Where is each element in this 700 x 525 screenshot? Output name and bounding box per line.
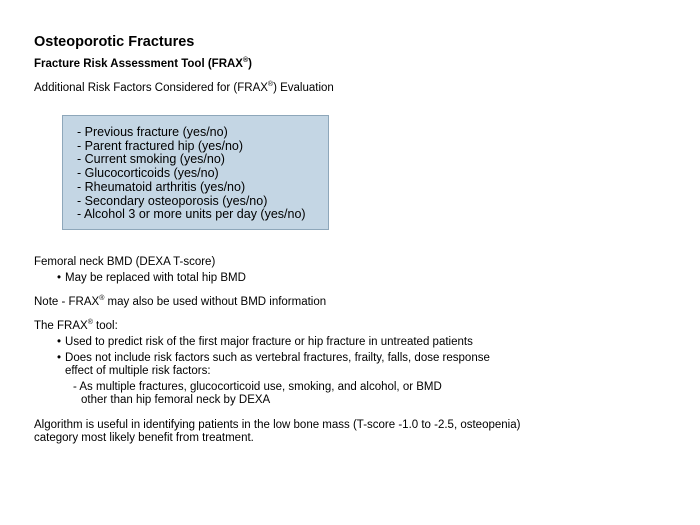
algorithm-text: Algorithm is useful in identifying patients in the low bone mass (T-score -1.0 to -2.5, osteopenia) (34, 419, 521, 431)
risk-factor-item: - Alcohol 3 or more units per day (yes/no) (77, 207, 306, 222)
tool-subitem: - As multiple fractures, glucocorticoid use, smoking, and alcohol, or BMD (73, 381, 442, 393)
risk-factor-item: - Current smoking (yes/no) (77, 152, 225, 167)
slide-title: Osteoporotic Fractures (34, 34, 195, 50)
tool-heading (34, 320, 118, 333)
tool-post: tool: (92, 320, 118, 332)
note-pre: Note - FRAX (34, 296, 100, 308)
registered-mark: ® (87, 319, 93, 326)
algorithm-text-cont: category most likely benefit from treatment. (34, 432, 254, 444)
tool-bullet-exclusions-cont: effect of multiple risk factors: (65, 365, 211, 377)
registered-mark: ® (99, 295, 105, 302)
risk-factor-item: - Glucocorticoids (yes/no) (77, 166, 219, 181)
note-post: may also be used without BMD information (104, 296, 327, 308)
femoral-bullet: • May be replaced with total hip BMD (57, 272, 246, 285)
tool-subitem-cont: other than hip femoral neck by DEXA (81, 394, 271, 406)
risk-factor-item: - Rheumatoid arthritis (yes/no) (77, 179, 246, 194)
slide-subtitle (34, 58, 252, 70)
tool-bullet-exclusions: • Does not include risk factors such as vertebral fractures, frailty, falls, dose response (57, 352, 490, 365)
registered-mark: ® (267, 81, 274, 88)
intro-pre: Additional Risk Factors Considered for (FRAX (34, 82, 268, 94)
risk-factor-item: - Secondary osteoporosis (yes/no) (77, 193, 268, 208)
risk-factor-item: - Previous fracture (yes/no) (77, 125, 228, 139)
registered-mark: ® (242, 57, 249, 64)
subtitle-text: Fracture Risk Assessment Tool (FRAX (34, 58, 243, 70)
subtitle-close: ) (248, 58, 252, 70)
intro-text (34, 82, 334, 94)
risk-factor-list (77, 126, 328, 222)
note-text (34, 296, 326, 309)
risk-factors-box (62, 115, 329, 230)
risk-factor-item: - Parent fractured hip (yes/no) (77, 138, 244, 153)
intro-post: ) Evaluation (273, 82, 334, 94)
femoral-heading: Femoral neck BMD (DEXA T-score) (34, 256, 216, 268)
tool-pre: The FRAX (34, 320, 88, 332)
tool-bullet-predict: • Used to predict risk of the first major fracture or hip fracture in untreated patients (57, 336, 473, 349)
